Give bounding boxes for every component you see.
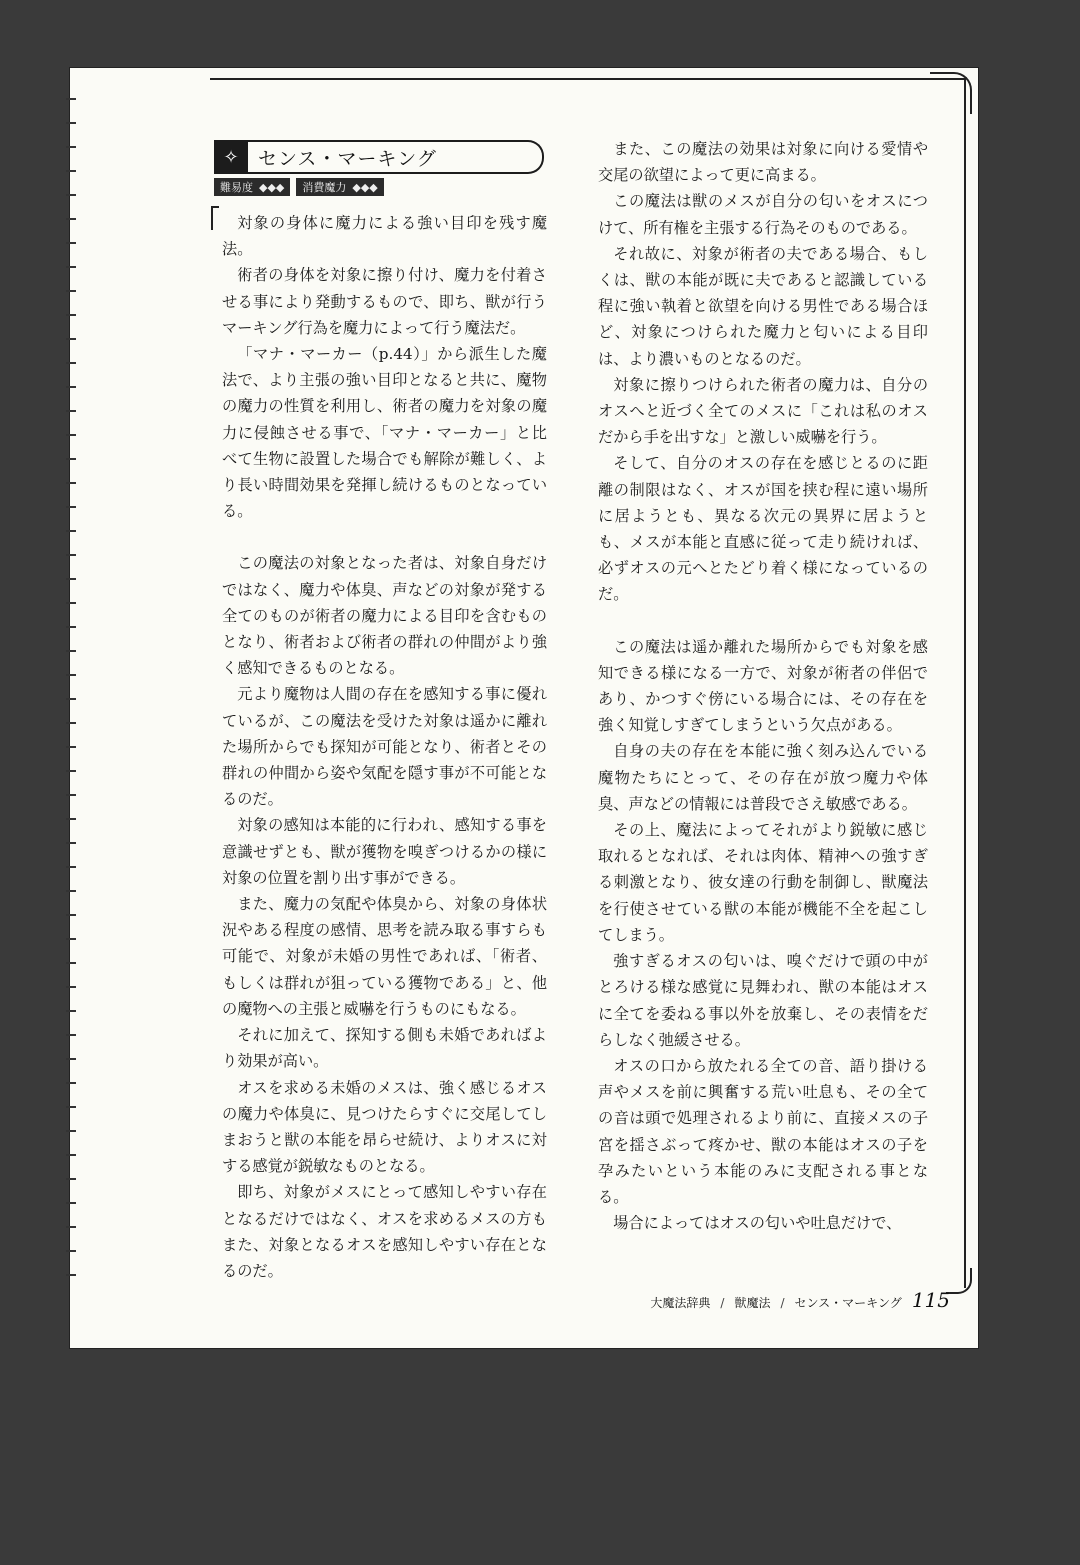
difficulty-badge bbox=[214, 178, 290, 196]
paragraph: オスの口から放たれる全ての音、語り掛ける声やメスを前に興奮する荒い吐息も、その全ての音は頭で処理されるより前に、直接メスの子宮を揺さぶって疼かせ、獣の本能はオスの子を孕みたいという本能のみに支配される事となる。 bbox=[598, 1056, 929, 1206]
binding-holes bbox=[66, 98, 76, 1288]
paragraph: 場合によってはオスの匂いや吐息だけで、 bbox=[613, 1214, 902, 1233]
entry-title: センス・マーキング bbox=[248, 140, 544, 174]
entry-meta bbox=[214, 178, 544, 196]
paragraph: この魔法の対象となった者は、対象自身だけではなく、魔力や体臭、声などの対象が発する全てのものが術者の魔力による目印を含むものとなり、術者および術者の群れの仲間がより強く感知できるものとなる。 bbox=[222, 554, 547, 678]
cost-value: ◆◆◆ bbox=[352, 180, 378, 194]
entry-title-bar bbox=[214, 140, 544, 174]
paragraph: 術者の身体を対象に擦り付け、魔力を付着させる事により発動するもので、即ち、獣が行うマーキング行為を魔力によって行う魔法だ。 bbox=[222, 266, 547, 337]
footer-separator: / bbox=[720, 1296, 725, 1310]
paragraph: 元より魔物は人間の存在を感知する事に優れているが、この魔法を受けた対象は遥かに離れた場所からでも探知が可能となり、術者とその群れの仲間から姿や気配を隠す事が不可能となるのだ。 bbox=[222, 685, 548, 809]
paragraph: 強すぎるオスの匂いは、嗅ぐだけで頭の中がとろける様な感覚に見舞われ、獣の本能はオスに全てを委ねる事以外を放棄し、その表情をだらしなく弛緩させる。 bbox=[598, 952, 928, 1049]
paragraph: それに加えて、探知する側も未婚であればより効果が高い。 bbox=[222, 1026, 547, 1071]
book-page bbox=[70, 68, 978, 1348]
paragraph: 対象に擦りつけられた術者の魔力は、自分のオスへと近づく全てのメスに「これは私のオスだから手を出すな」と激しい威嚇を行う。 bbox=[598, 375, 928, 447]
footer-category: 獣魔法 bbox=[734, 1296, 771, 1310]
paragraph: オスを求める未婚のメスは、強く感じるオスの魔力や体臭に、見つけたらすぐに交尾してしまおうと獣の本能を昂らせ続け、よりオスに対する感覚が鋭敏なものとなる。 bbox=[222, 1078, 547, 1176]
right-column bbox=[598, 136, 928, 1236]
paragraph: また、この魔法の効果は対象に向ける愛情や交尾の欲望によって更に高まる。 bbox=[598, 140, 928, 185]
page-footer bbox=[610, 1288, 950, 1312]
footer-book: 大魔法辞典 bbox=[650, 1296, 711, 1310]
paragraph: 「マナ・マーカー（p.44）」から派生した魔法で、より主張の強い目印となると共に、魔物の魔力の性質を利用し、術者の魔力を対象の魔力に侵蝕させる事で、「マナ・マーカー」と比べて生物に設置した場合でも解除が難しく、より長い時間効果を発揮し続けるものとなっている。 bbox=[222, 345, 547, 521]
paragraph: 対象の身体に魔力による強い目印を残す魔法。 bbox=[222, 214, 547, 259]
cost-label: 消費魔力 bbox=[302, 181, 347, 194]
page-number: 115 bbox=[911, 1288, 950, 1312]
cost-badge bbox=[296, 178, 383, 196]
difficulty-label: 難易度 bbox=[220, 181, 253, 194]
paragraph: この魔法は遥か離れた場所からでも対象を感知できる様になる一方で、対象が術者の伴侶であり、かつすぐ傍にいる場合には、その存在を強く知覚しすぎてしまうという欠点がある。 bbox=[598, 637, 928, 735]
entry-header bbox=[214, 140, 544, 196]
frame-top-border bbox=[210, 78, 966, 80]
paragraph: また、魔力の気配や体臭から、対象の身体状況やある程度の感情、思考を読み取る事すらも可能で、対象が未婚の男性であれば、「術者、もしくは群れが狙っている獲物である」と、他の魔物への主張と威嚇を行うものにもなる。 bbox=[222, 895, 547, 1018]
paragraph-bracket bbox=[211, 206, 219, 230]
paragraph-gap bbox=[598, 608, 928, 634]
paragraph: 対象の感知は本能的に行われ、感知する事を意識せずとも、獣が獲物を嗅ぎつけるかの様に対象の位置を割り出す事ができる。 bbox=[222, 816, 547, 887]
magic-sigil-icon: ✧ bbox=[214, 140, 248, 174]
paragraph: この魔法は獣のメスが自分の匂いをオスにつけて、所有権を主張する行為そのものである。 bbox=[598, 192, 928, 237]
footer-entry: センス・マーキング bbox=[794, 1296, 902, 1310]
paragraph-gap bbox=[222, 524, 547, 550]
paragraph: その上、魔法によってそれがより鋭敏に感じ取れるとなれば、それは肉体、精神への強すぎる刺激となり、彼女達の行動を制御し、獣魔法を行使させている獣の本能が機能不全を起こしてしまう。 bbox=[598, 821, 928, 944]
paragraph: そして、自分のオスの存在を感じとるのに距離の制限はなく、オスが国を挟む程に遠い場所に居ようとも、異なる次元の異界に居ようとも、メスが本能と直感に従って走り続ければ、必ずオスの元へとたどり着く様になっているのだ。 bbox=[598, 454, 928, 604]
paragraph: 自身の夫の存在を本能に強く刻み込んでいる魔物たちにとって、その存在が放つ魔力や体臭、声などの情報には普段でさえ敏感である。 bbox=[598, 742, 928, 813]
footer-separator-2: / bbox=[780, 1296, 785, 1310]
ornament-corner-icon bbox=[930, 72, 972, 114]
paragraph: 即ち、対象がメスにとって感知しやすい存在となるだけではなく、オスを求めるメスの方もまた、対象となるオスを感知しやすい存在となるのだ。 bbox=[222, 1183, 547, 1280]
paragraph: それ故に、対象が術者の夫である場合、もしくは、獣の本能が既に夫であると認識している程に強い執着と欲望を向ける男性である場合ほど、対象につけられた魔力と匂いによる目印は、より濃いものとなるのだ。 bbox=[598, 244, 928, 368]
left-column bbox=[222, 210, 547, 1284]
frame-right-border bbox=[964, 78, 966, 1288]
difficulty-value: ◆◆◆ bbox=[259, 180, 285, 194]
